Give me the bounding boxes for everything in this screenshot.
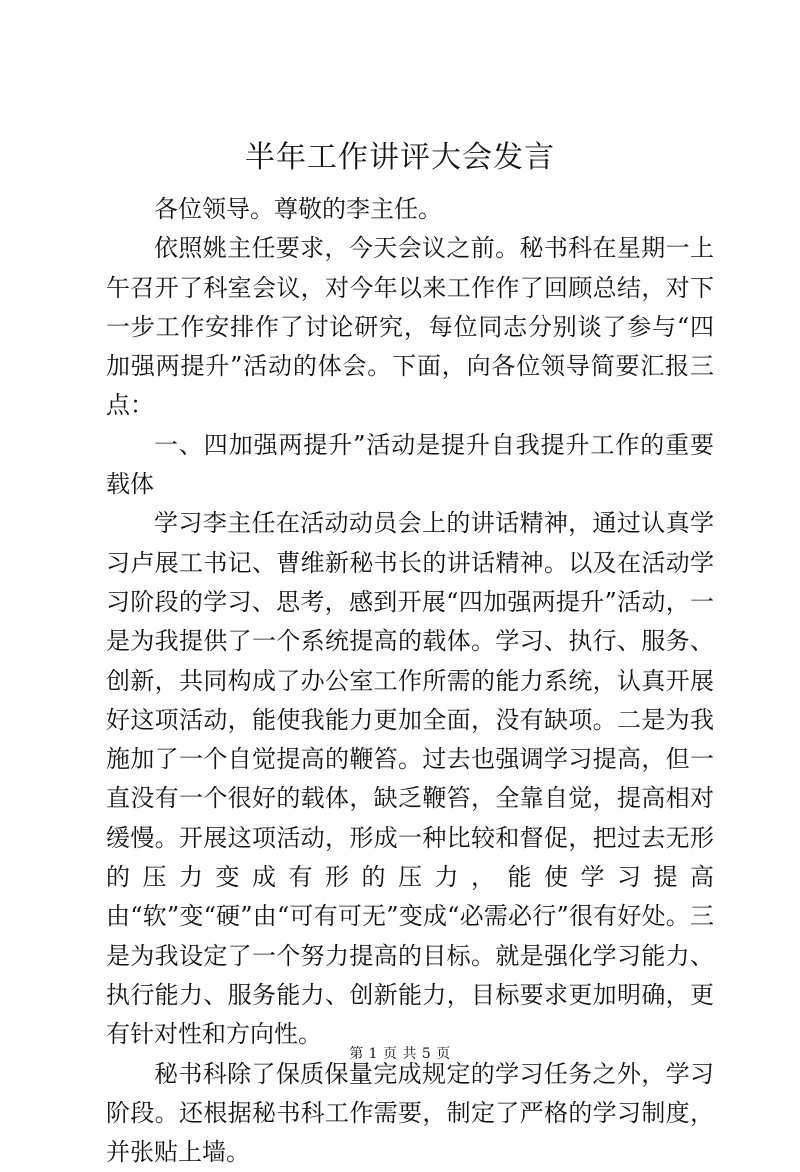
document-body [106,190,714,1172]
section-heading-1: 一、四加强两提升”活动是提升自我提升工作的重要载体 [106,430,714,499]
paragraph-study-system: 秘书科除了保质保量完成规定的学习任务之外，学习阶段。还根据秘书科工作需要，制定了严格的学习制度，并张贴上墙。 [106,1059,714,1167]
paragraph-greeting: 各位领导。尊敬的李主任。 [154,195,442,223]
document-title: 半年工作讲评大会发言 [245,140,555,175]
paragraph-section-1: 学习李主任在活动动员会上的讲话精神，通过认真学习卢展工书记、曹维新秘书长的讲话精神。以及在活动学习阶段的学习、思考，感到开展“四加强两提升”活动，一是为我提供了一个系统提高的载体。学习、执行、服务、创新，共同构成了办公室工作所需的能力系统，认真开展好这项活动，能使我能力更加全面，没有缺项。二是为我施加了一个自觉提高的鞭笞。过去也强调学习提高，但一直没有一个很好的载体，缺乏鞭笞，全靠自觉，提高相对缓慢。开展这项活动，形成一种比较和督促，把过去无形的压力变成有形的压力，能使学习提高由“软”变“硬”由“可有可无”变成“必需必行”很有好处。三是为我设定了一个努力提高的目标。就是强化学习能力、执行能力、服务能力、创新能力，目标要求更加明确，更有针对性和方向性。 [106,509,714,1049]
paragraph-intro: 依照姚主任要求，今天会议之前。秘书科在星期一上午召开了科室会议，对今年以来工作作了回顾总结，对下一步工作安排作了讨论研究，每位同志分别谈了参与“四加强两提升”活动的体会。下面，向各位领导简要汇报三点： [106,234,714,420]
page-number-footer: 第 1 页 共 5 页 [349,1046,451,1062]
